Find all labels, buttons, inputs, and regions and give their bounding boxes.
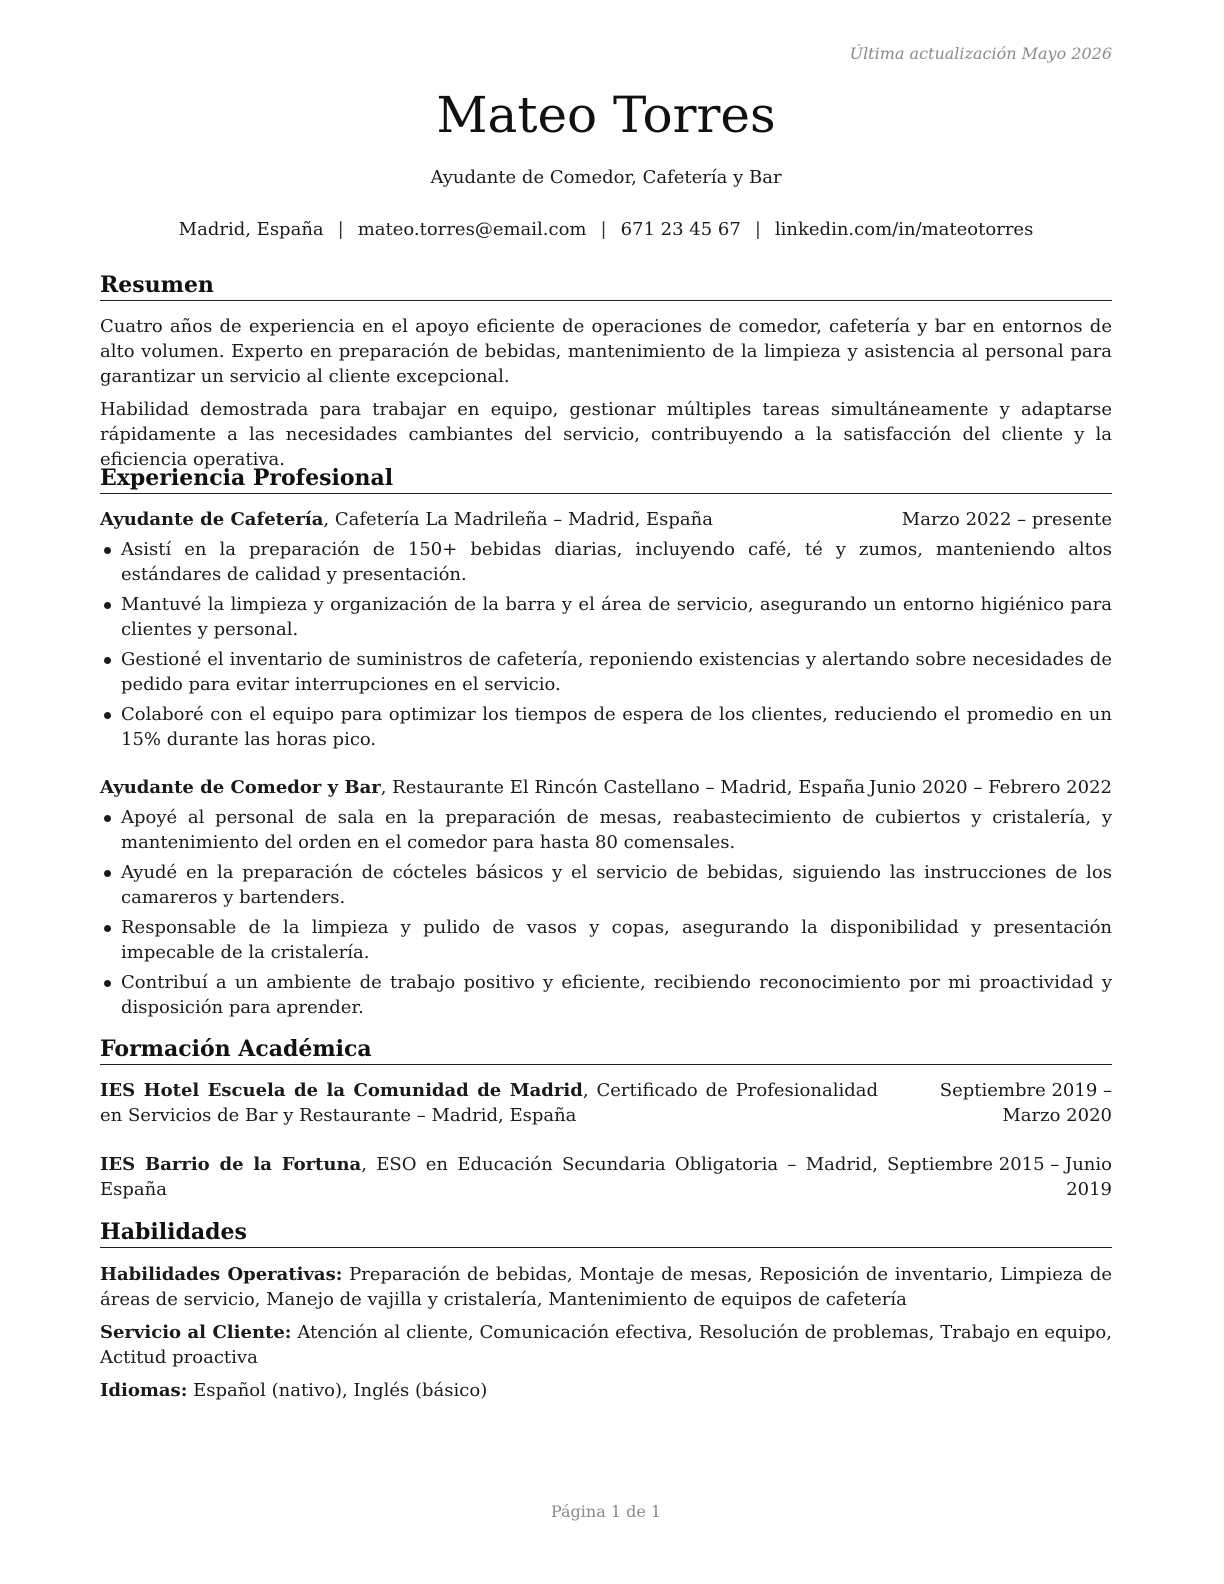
page-number: Página 1 de 1	[550, 1502, 662, 1521]
skill-group	[100, 1320, 1112, 1370]
skill-value: Preparación de bebidas, Montaje de mesas, Reposición de inventario, Limpieza de áreas de servicio, Manejo de vajilla y cristalería, Mantenimiento de equipos de cafetería	[100, 1264, 1112, 1310]
contact-separator: |	[600, 219, 607, 240]
skills-section	[100, 1254, 1112, 1403]
candidate-name: Mateo Torres	[436, 86, 776, 144]
skill-value: Atención al cliente, Comunicación efectiva, Resolución de problemas, Trabajo en equipo, Actitud proactiva	[100, 1322, 1112, 1368]
resume-page	[100, 0, 1112, 1584]
education-dates: Septiembre 2015 – Junio 2019	[887, 1154, 1112, 1200]
section-title-experience: Experiencia Profesional	[100, 465, 1112, 494]
job-company: , Restaurante El Rincón Castellano – Madrid, España	[380, 777, 866, 798]
job-entry	[100, 507, 1112, 752]
job-entry	[100, 775, 1112, 1020]
skill-group	[100, 1378, 1112, 1403]
job-bullets	[100, 805, 1112, 1020]
education-detail: , ESO en Educación Secundaria Obligatoria – Madrid, España	[100, 1154, 878, 1200]
job-dates: Junio 2020 – Febrero 2022	[869, 777, 1112, 798]
job-bullet: Asistí en la preparación de 150+ bebidas diarias, incluyendo café, té y zumos, manteniendo altos estándares de calidad y presentación.	[100, 537, 1112, 587]
skill-label: Servicio al Cliente:	[100, 1322, 292, 1343]
summary-paragraph: Habilidad demostrada para trabajar en equipo, gestionar múltiples tareas simultáneamente y adaptarse rápidamente a las necesidades cambiantes del servicio, contribuyendo a la satisfacción del cliente y la eficiencia operativa.	[100, 399, 1112, 470]
skill-group	[100, 1262, 1112, 1312]
job-bullet: Apoyé al personal de sala en la preparación de mesas, reabastecimiento de cubiertos y cristalería, y mantenimiento del orden en el comedor para hasta 80 comensales.	[100, 805, 1112, 855]
job-bullets	[100, 537, 1112, 752]
job-position: Ayudante de Comedor y Bar	[100, 777, 381, 798]
section-title-skills: Habilidades	[100, 1219, 1112, 1248]
job-bullet: Contribuí a un ambiente de trabajo positivo y eficiente, recibiendo reconocimiento por mi proactividad y disposición para aprender.	[100, 970, 1112, 1020]
education-detail: , Certificado de Profesionalidad en Servicios de Bar y Restaurante – Madrid, España	[100, 1080, 879, 1126]
education-institution-line	[100, 1152, 878, 1202]
education-school: IES Barrio de la Fortuna	[100, 1154, 362, 1175]
job-title-line	[100, 775, 865, 800]
contact-email[interactable]: mateo.torres@email.com	[357, 219, 587, 240]
contact-line	[100, 219, 1112, 240]
contact-linkedin[interactable]: linkedin.com/in/mateotorres	[774, 219, 1034, 240]
summary-section	[100, 314, 1112, 472]
job-position: Ayudante de Cafetería	[100, 509, 324, 530]
contact-separator: |	[754, 219, 761, 240]
section-title-summary: Resumen	[100, 272, 1112, 301]
job-bullet: Ayudé en la preparación de cócteles básicos y el servicio de bebidas, siguiendo las instrucciones de los camareros y bartenders.	[100, 860, 1112, 910]
skill-label: Habilidades Operativas:	[100, 1264, 343, 1285]
section-title-education: Formación Académica	[100, 1036, 1112, 1065]
skill-value: Español (nativo), Inglés (básico)	[187, 1380, 488, 1401]
education-school: IES Hotel Escuela de la Comunidad de Madrid	[100, 1080, 583, 1101]
education-entry	[100, 1152, 1112, 1202]
contact-phone: 671 23 45 67	[620, 219, 741, 240]
contact-location: Madrid, España	[178, 219, 324, 240]
job-title-line	[100, 507, 713, 532]
candidate-role: Ayudante de Comedor, Cafetería y Bar	[430, 167, 782, 188]
job-bullet: Responsable de la limpieza y pulido de vasos y copas, asegurando la disponibilidad y presentación impecable de la cristalería.	[100, 915, 1112, 965]
education-dates: Septiembre 2019 – Marzo 2020	[939, 1080, 1112, 1126]
education-entry	[100, 1078, 1112, 1128]
summary-paragraph: Cuatro años de experiencia en el apoyo eficiente de operaciones de comedor, cafetería y bar en entornos de alto volumen. Experto en preparación de bebidas, mantenimiento de la limpieza y asistencia al personal para garantizar un servicio al cliente excepcional.	[100, 316, 1112, 387]
education-institution-line	[100, 1078, 878, 1128]
job-bullet: Gestioné el inventario de suministros de cafetería, reponiendo existencias y alertando sobre necesidades de pedido para evitar interrupciones en el servicio.	[100, 647, 1112, 697]
job-header	[100, 775, 1112, 800]
job-bullet: Colaboré con el equipo para optimizar los tiempos de espera de los clientes, reduciendo el promedio en un 15% durante las horas pico.	[100, 702, 1112, 752]
job-header	[100, 507, 1112, 532]
skill-label: Idiomas:	[100, 1380, 188, 1401]
contact-separator: |	[337, 219, 344, 240]
last-updated: Última actualización Mayo 2026	[849, 44, 1112, 63]
job-dates: Marzo 2022 – presente	[901, 509, 1112, 530]
job-company: , Cafetería La Madrileña – Madrid, España	[323, 509, 713, 530]
job-bullet: Mantuvé la limpieza y organización de la barra y el área de servicio, asegurando un entorno higiénico para clientes y personal.	[100, 592, 1112, 642]
